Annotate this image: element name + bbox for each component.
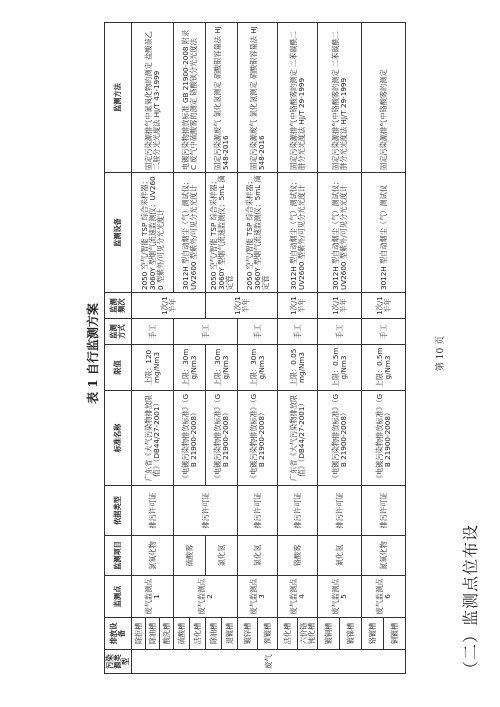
frequency-cell: 1次/1半年 [318, 293, 362, 319]
method-cell: 手工 [132, 319, 174, 345]
equipment-cell: 3012H 型自动烟尘（气）测试仪；UV2600 型紫外/可见分光光度计 [174, 173, 206, 293]
header-limit: 限值 [105, 345, 132, 391]
process-cell: 酸洗槽 [160, 618, 174, 650]
equipment-cell: 3012H 型自动烟尘（气）测试仪；UV2600 型紫外/可见分光光度计 [278, 173, 318, 293]
analysis-method-cell: 固定污染源废气 氯化氢测定 硝酸银容量法 HJ548-2016 [238, 23, 278, 173]
table-header-row [105, 23, 132, 674]
header-pollutant-type: 污染源类型 [105, 650, 132, 674]
monitoring-item-cell: 氯化氢 [238, 536, 278, 576]
monitoring-item-cell: 硫酸雾 [174, 536, 206, 576]
basis-type-cell: 排污许可证 [278, 486, 318, 536]
table-title: 表 1 自行监测方案 [86, 303, 100, 404]
process-cell: 预镀槽 [258, 618, 278, 650]
method-cell: 手工 [318, 319, 362, 345]
monitoring-point-cell: 废气监测点 3 [238, 576, 278, 618]
monitoring-item-cell: 氰化氢 [318, 536, 362, 576]
standard-name-cell: 《电镀污染物排放标准》（GB 21900-2008） [174, 391, 206, 486]
process-cell: 活化槽 [190, 618, 206, 650]
analysis-method-cell: 固定污染源排气中铬酸雾的测定 二苯碳酰二肼分光光度法 HJ/T 29-1999 [278, 23, 318, 173]
limit-cell: 上限：30mg/Nm3 [174, 345, 206, 391]
basis-type-cell: 排污许可证 [318, 486, 362, 536]
method-cell: 手工 [238, 319, 278, 345]
monitoring-point-cell: 废气监测点 6 [362, 576, 406, 618]
process-cell: 退镀槽 [222, 618, 238, 650]
frequency-cell: 1次/1半年 [278, 293, 318, 319]
process-cell: 硫酸槽 [174, 618, 190, 650]
equipment-cell: 3012H 型自动烟尘（气）测试仪；UV2600 型紫外/可见分光光度计 [318, 173, 362, 293]
header-equipment: 监测设备 [105, 173, 132, 293]
standard-name-cell: 广东省《大气污染物排放限值》（DB44/27-2001） [132, 391, 174, 486]
basis-type-cell: 排污许可证 [238, 486, 278, 536]
table-row [238, 23, 258, 674]
method-cell: 手工 [278, 319, 318, 345]
monitoring-plan-table [104, 22, 406, 674]
header-monitoring-item: 监测项目 [105, 536, 132, 576]
process-cell: 活化槽 [278, 618, 298, 650]
frequency-cell: 1次/1半年 [132, 293, 206, 319]
header-monitoring-point: 监测点 [105, 576, 132, 618]
standard-name-cell: 《电镀污染物排放标准》（GB 21900-2008） [362, 391, 406, 486]
process-cell: 铬镀槽 [362, 618, 384, 650]
analysis-method-cell: 固定污染源排气中氮氧化物的测定 盐酸萘乙二胺分光光度法 HJ/T 43-1999 [132, 23, 174, 173]
section-heading: （二）监测点位布设 [461, 523, 480, 677]
monitoring-item-cell: 氯氧化物 [132, 536, 174, 576]
monitoring-point-cell: 废气监测点 4 [278, 576, 318, 618]
monitoring-point-cell: 废气监测点 5 [318, 576, 362, 618]
equipment-cell: 3012H 型自动烟尘（气）测试仪 [362, 173, 406, 293]
header-analysis-method: 监测方法 [105, 23, 132, 173]
frequency-cell: 1次/1半年 [362, 293, 406, 319]
analysis-method-cell: 电镀污染物排放标准 GB 21900-2008 附录 C 废气中硫酸雾的测定 铬酸钡分光光度法 [174, 23, 206, 173]
frequency-cell: 1次/1半年 [206, 293, 278, 319]
analysis-method-cell: 固定污染源排气中铬酸雾的测定 [362, 23, 406, 173]
header-basis-type: 依据类型 [105, 486, 132, 536]
limit-cell: 上限：120mg/Nm3 [132, 345, 174, 391]
header-standard-name: 标准名称 [105, 391, 132, 486]
monitoring-item-cell: 氮氧化物 [362, 536, 406, 576]
header-frequency: 监测频次 [105, 293, 132, 319]
limit-cell: 上限：0.5mg/Nm3 [362, 345, 406, 391]
process-cell: 镀镍槽 [340, 618, 362, 650]
limit-cell: 上限：0.05mg/Nm3 [278, 345, 318, 391]
standard-name-cell: 广东省《大气污染物排放限值》（DB44/27-2001） [278, 391, 318, 486]
limit-cell: 上限：30mg/Nm3 [206, 345, 238, 391]
basis-type-cell: 排污许可证 [174, 486, 238, 536]
limit-cell: 上限：0.5mg/Nm3 [318, 345, 362, 391]
basis-type-cell: 排污许可证 [362, 486, 406, 536]
process-cell: 镀铜槽 [318, 618, 340, 650]
basis-type-cell: 排污许可证 [132, 486, 174, 536]
analysis-method-cell: 固定污染源排气中铬酸雾的测定 二苯碳酰二肼分光光度法 HJ/T 29-1999 [318, 23, 362, 173]
table-row [318, 23, 340, 674]
monitoring-point-cell: 废气监测点 2 [174, 576, 238, 618]
header-source-process: 排放设备 [105, 618, 132, 650]
pollutant-type-cell: 废气 [132, 650, 406, 674]
process-cell: 除拒槽 [132, 618, 146, 650]
analysis-method-cell: 固定污染源废气 氯化氢测定 硝酸银容量法 HJ548-2016 [206, 23, 238, 173]
equipment-cell: 2050 空气/智能 TSP 综合采样器；3060Y 型烟气流速监测仪；5mL 滴定管 [206, 173, 238, 293]
method-cell: 手工 [174, 319, 238, 345]
page-number: 第 10 页 [436, 335, 446, 372]
standard-name-cell: 《电镀污染物排放标准》（GB 21900-2008） [206, 391, 238, 486]
monitoring-item-cell: 氯化氢 [206, 536, 238, 576]
limit-cell: 上限：30mg/Nm3 [238, 345, 278, 391]
process-cell: 镀锌槽 [238, 618, 258, 650]
standard-name-cell: 《电镀污染物排放标准》（GB 21900-2008） [318, 391, 362, 486]
table-row [132, 23, 146, 674]
table-row [362, 23, 384, 674]
process-cell: 除油槽 [206, 618, 222, 650]
process-cell: 除油槽 [146, 618, 160, 650]
equipment-cell: 2050 空气/智能 TSP 综合采样器；3060Y 型烟气流速监测仪；UV2600 型紫外/可见分光光度计 [132, 173, 174, 293]
method-cell: 手工 [362, 319, 406, 345]
monitoring-point-cell: 废气监测点 1 [132, 576, 174, 618]
table-row [278, 23, 298, 674]
process-cell: 铜镀槽 [384, 618, 406, 650]
monitoring-item-cell: 铬酸雾 [278, 536, 318, 576]
equipment-cell: 2050 空气/智能 TSP 综合采样器；3060Y 型烟气流速监测仪；5mL 滴定管 [238, 173, 278, 293]
standard-name-cell: 《电镀污染物排放标准》（GB 21900-2008） [238, 391, 278, 486]
process-cell: 六价铬钝化槽 [298, 618, 318, 650]
table-row [174, 23, 190, 674]
header-method: 监测方式 [105, 319, 132, 345]
